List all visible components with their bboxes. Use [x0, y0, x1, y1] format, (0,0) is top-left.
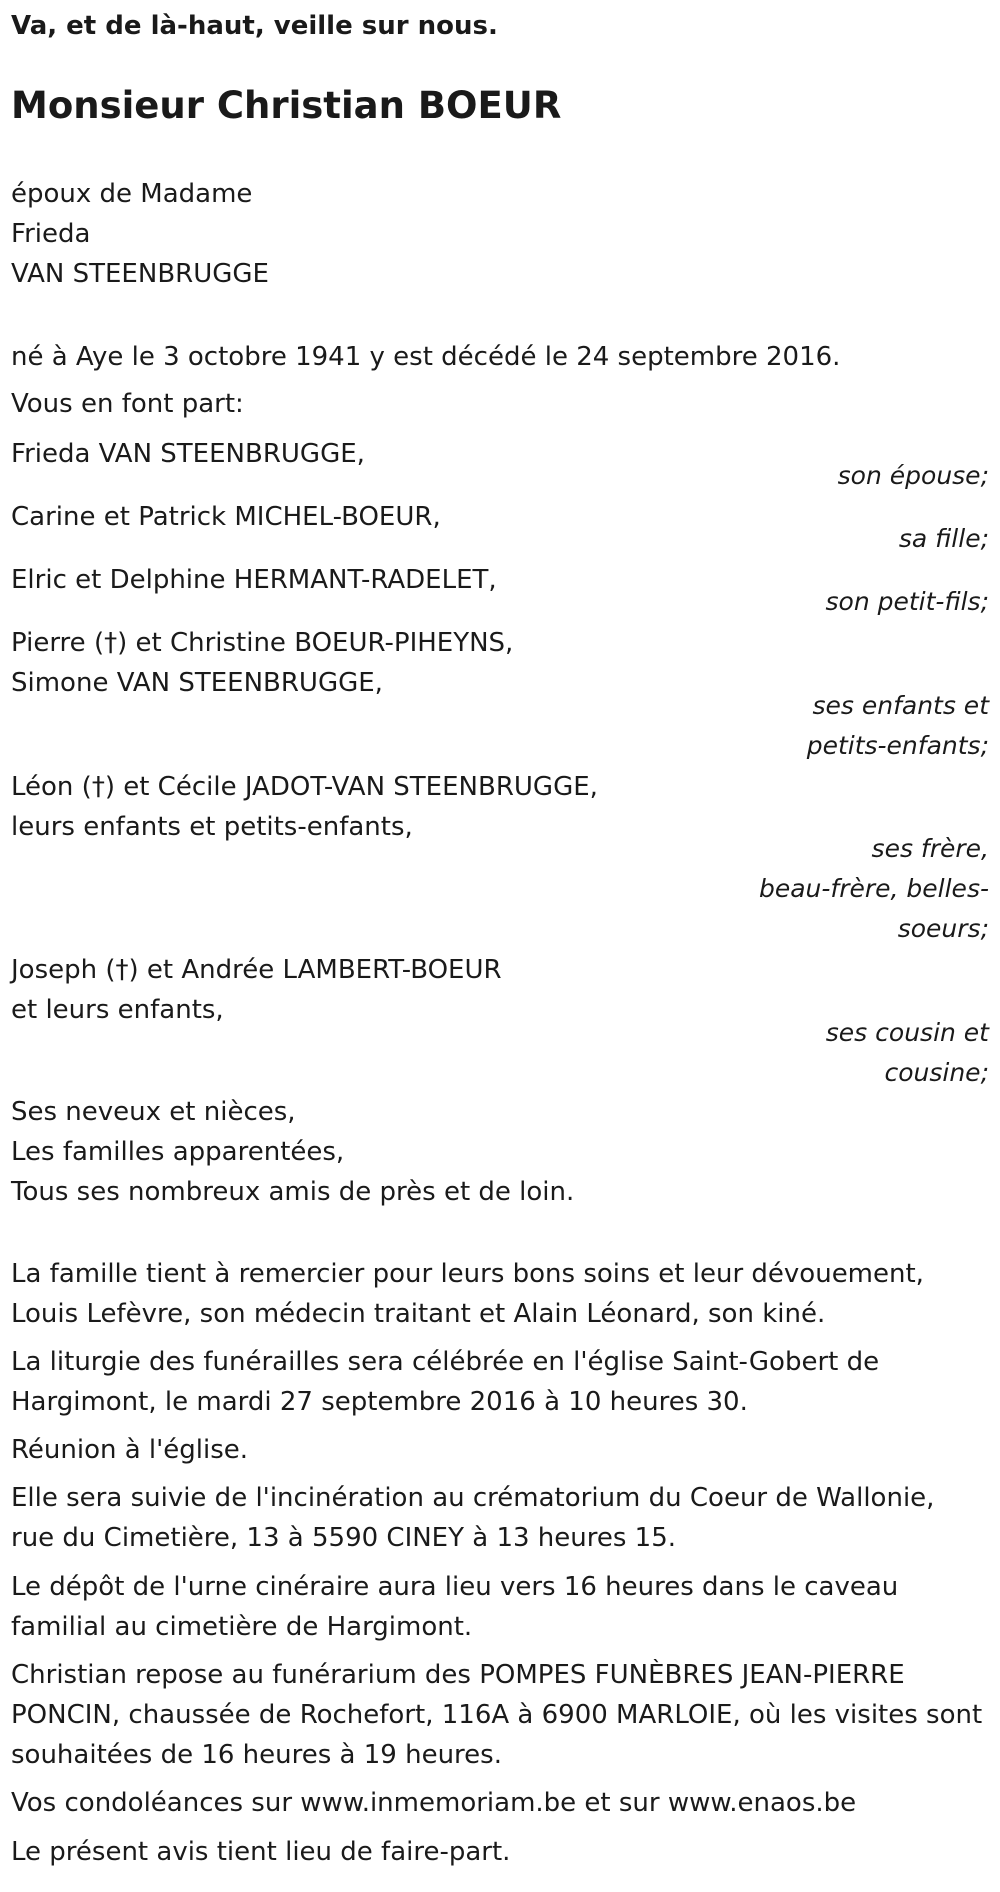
funerarium-paragraph: [11, 1655, 989, 1775]
relation-line: son petit-fils;: [825, 587, 989, 616]
others-line: Ses neveux et nièces,: [11, 1097, 296, 1127]
urn-paragraph: [11, 1567, 989, 1647]
family-name-line: Elric et Delphine HERMANT-RADELET,: [11, 565, 497, 595]
family-name-line: Joseph (†) et Andrée LAMBERT-BOEUR: [11, 955, 502, 985]
paragraph-line: La famille tient à remercier pour leurs bons soins et leur dévouement,: [11, 1259, 924, 1289]
others-list: [11, 1092, 989, 1212]
spouse-line: VAN STEENBRUGGE: [11, 259, 269, 289]
liturgy-paragraph: [11, 1342, 989, 1422]
family-relation: [729, 1013, 989, 1093]
spouse-line: époux de Madame: [11, 179, 253, 209]
relation-line: ses frère,: [871, 834, 989, 863]
family-name-line: leurs enfants et petits-enfants,: [11, 812, 413, 842]
spouse-block: [11, 174, 989, 294]
notice-paragraph: [11, 1832, 989, 1872]
family-name-line: Léon (†) et Cécile JADOT-VAN STEENBRUGGE,: [11, 772, 598, 802]
paragraph-line: Vos condoléances sur www.inmemoriam.be et sur www.enaos.be: [11, 1788, 857, 1818]
condolences-paragraph: [11, 1783, 989, 1823]
family-relation: [729, 582, 989, 622]
paragraph-line: La liturgie des funérailles sera célébrée en l'église Saint-Gobert de: [11, 1347, 880, 1377]
paragraph-line: rue du Cimetière, 13 à 5590 CINEY à 13 heures 15.: [11, 1523, 677, 1553]
relation-line: cousine;: [884, 1058, 989, 1087]
family-relation: [729, 829, 989, 949]
relation-line: ses cousin et: [825, 1018, 989, 1047]
relation-line: soeurs;: [897, 914, 989, 943]
birth-death-text: né à Aye le 3 octobre 1941 y est décédé le 24 septembre 2016.: [11, 342, 841, 372]
family-relation: [729, 519, 989, 559]
announce-text: Vous en font part:: [11, 389, 244, 419]
relation-line: ses enfants et: [812, 691, 989, 720]
paragraph-line: Le présent avis tient lieu de faire-part.: [11, 1837, 511, 1867]
relation-line: son épouse;: [837, 461, 989, 490]
paragraph-line: Réunion à l'église.: [11, 1435, 249, 1465]
others-line: Tous ses nombreux amis de près et de loin.: [11, 1177, 575, 1207]
paragraph-line: Le dépôt de l'urne cinéraire aura lieu vers 16 heures dans le caveau: [11, 1572, 899, 1602]
paragraph-line: souhaitées de 16 heures à 19 heures.: [11, 1740, 502, 1770]
incineration-paragraph: [11, 1478, 989, 1558]
paragraph-line: Christian repose au funérarium des POMPES FUNÈBRES JEAN-PIERRE: [11, 1660, 905, 1690]
family-name-line: Carine et Patrick MICHEL-BOEUR,: [11, 502, 441, 532]
family-name-line: Frieda VAN STEENBRUGGE,: [11, 439, 365, 469]
relation-line: beau-frère, belles-: [758, 874, 989, 903]
deceased-name: Monsieur Christian BOEUR: [11, 84, 562, 127]
birth-death: [11, 337, 989, 377]
announce: [11, 384, 989, 424]
relation-line: petits-enfants;: [806, 731, 989, 760]
family-name-line: et leurs enfants,: [11, 995, 224, 1025]
others-line: Les familles apparentées,: [11, 1137, 345, 1167]
epitaph: Va, et de là-haut, veille sur nous.: [11, 11, 498, 41]
family-name-line: Pierre (†) et Christine BOEUR-PIHEYNS,: [11, 628, 514, 658]
spouse-line: Frieda: [11, 219, 91, 249]
meeting-paragraph: [11, 1430, 989, 1470]
family-relation: [729, 456, 989, 496]
paragraph-line: PONCIN, chaussée de Rochefort, 116A à 6900 MARLOIE, où les visites sont: [11, 1700, 983, 1730]
paragraph-line: Elle sera suivie de l'incinération au crématorium du Coeur de Wallonie,: [11, 1483, 935, 1513]
family-relation: [729, 686, 989, 766]
family-name-line: Simone VAN STEENBRUGGE,: [11, 668, 383, 698]
paragraph-line: familial au cimetière de Hargimont.: [11, 1612, 473, 1642]
relation-line: sa fille;: [898, 524, 989, 553]
thanks-paragraph: [11, 1254, 989, 1334]
paragraph-line: Louis Lefèvre, son médecin traitant et Alain Léonard, son kiné.: [11, 1299, 826, 1329]
paragraph-line: Hargimont, le mardi 27 septembre 2016 à 10 heures 30.: [11, 1387, 748, 1417]
